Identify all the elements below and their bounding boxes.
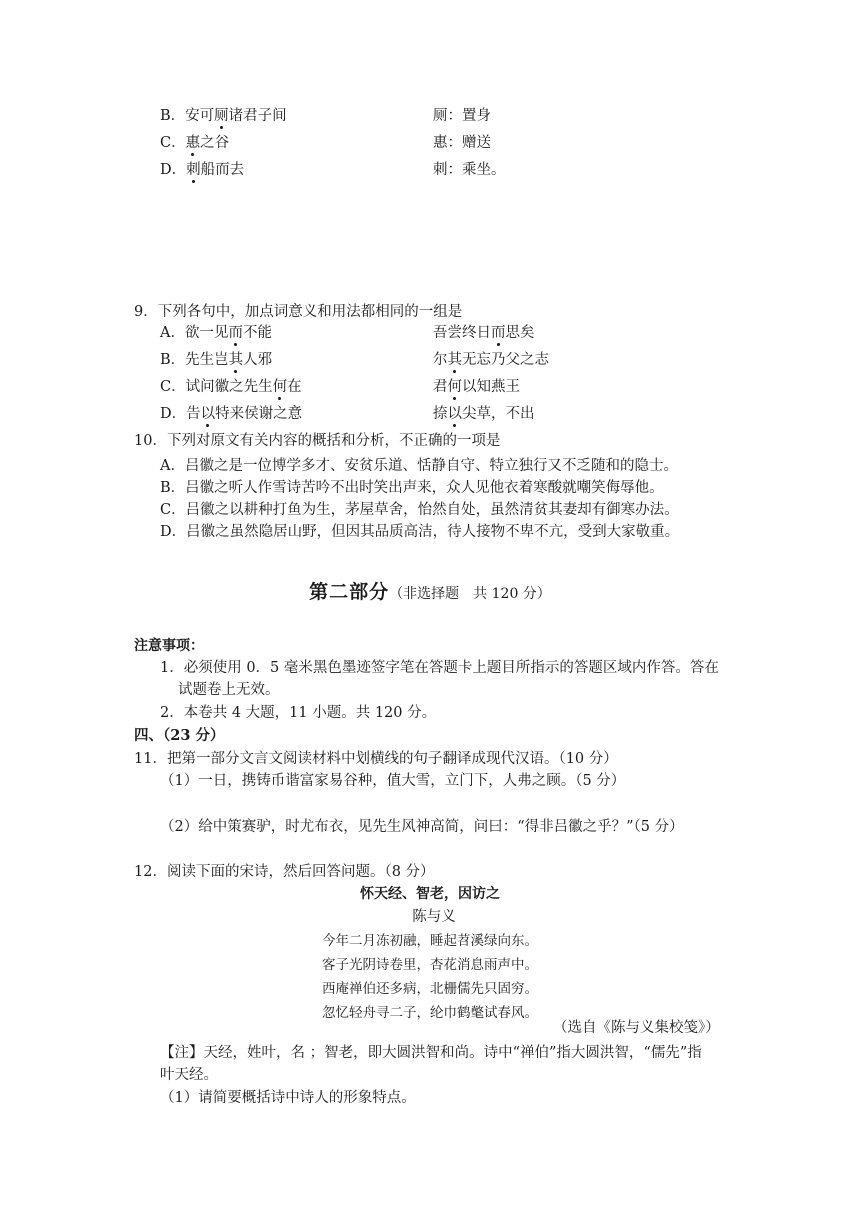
poem-line-2: 客子光阴诗卷里，杏花消息雨声中。: [322, 957, 538, 973]
notice-item-1-cont: 试题卷上无效。: [178, 682, 280, 698]
emphasized-char: 何: [447, 379, 462, 395]
part-two-subtitle: （非选择题 共 120 分）: [389, 586, 551, 602]
emphasized-char: 而: [491, 325, 506, 341]
q8-option-b: B．安可厕诸君子间: [160, 108, 287, 124]
emphasized-char: 刺: [186, 162, 201, 178]
q8-gloss-c: 惠：赠送: [433, 135, 491, 151]
q9-stem: 9．下列各句中，加点词意义和用法都相同的一组是: [134, 304, 463, 320]
q9-option-c-left: C．试问徽之先生何在: [160, 379, 302, 395]
poem-note-cont: 叶天经。: [160, 1067, 218, 1083]
q9-option-b-left: B．先生岂其人邪: [160, 352, 273, 368]
notice-item-2: 2．本卷共 4 大题，11 小题。共 120 分。: [160, 705, 437, 721]
notice-title: 注意事项：: [134, 638, 204, 654]
q9-option-a-left: A．欲一见而不能: [160, 325, 272, 341]
q11-sentence-1: （1）一日，携铸币谐富家易谷种，值大雪，立门下，人弗之顾。（5 分）: [160, 773, 626, 789]
q8-gloss-d: 刺：乘坐。: [433, 162, 506, 178]
q8-gloss-b: 厕：置身: [433, 108, 491, 124]
q8-option-c: C．惠之谷: [160, 135, 230, 151]
q11-stem: 11．把第一部分文言文阅读材料中划横线的句子翻译成现代汉语。（10 分）: [134, 751, 618, 767]
emphasized-char: 惠: [185, 135, 201, 151]
q10-option-c: C．吕徽之以耕种打鱼为生，茅屋草舍，怡然自处，虽然清贫其妻却有御寒办法。: [160, 502, 679, 518]
q9-option-c-right: 君何以知燕王: [433, 379, 520, 395]
poem-author: 陈与义: [412, 909, 456, 925]
q9-option-a-right: 吾尝终日而思矣: [433, 325, 535, 341]
poem-note: 【注】天经，姓叶，名 ；智老，即大圆洪智和尚。诗中“禅伯”指大圆洪智，“儒先”指: [160, 1045, 702, 1061]
poem-line-3: 西庵禅伯还多病，北栅儒先只固穷。: [322, 981, 538, 997]
q10-option-d: D．吕徽之虽然隐居山野，但因其品质高洁，待人接物不卑不亢，受到大家敬重。: [160, 524, 680, 540]
emphasized-char: 厕: [214, 108, 229, 124]
q9-option-b-right: 尔其无忘乃父之志: [433, 352, 549, 368]
q12-stem: 12．阅读下面的宋诗，然后回答问题。（8 分）: [134, 864, 435, 880]
poem-source: （选自《陈与义集校笺》）: [553, 1020, 720, 1036]
emphasized-char: 其: [447, 352, 462, 368]
q10-option-b: B．吕徽之听人作雪诗苦吟不出时笑出声来，众人见他衣着寒酸就嘲笑侮辱他。: [160, 480, 664, 496]
poem-title: 怀天经、智老，因访之: [360, 886, 500, 902]
emphasized-char: 以: [447, 406, 462, 422]
q10-stem: 10．下列对原文有关内容的概括和分析，不正确的一项是: [134, 433, 501, 449]
poem-line-1: 今年二月冻初融，睡起苕溪绿向东。: [322, 933, 538, 949]
q9-option-d-left: D．告以特来侯谢之意: [160, 406, 303, 422]
q8-option-d: D．刺船而去: [160, 162, 245, 178]
q11-sentence-2: （2）给中策赛驴，时尤布衣，见先生风神高简，问曰：“得非吕徽之乎？”（5 分）: [160, 819, 684, 835]
emphasized-char: 其: [228, 352, 244, 368]
q10-option-a: A．吕徽之是一位博学多才、安贫乐道、恬静自守、特立独行又不乏随和的隐士。: [160, 458, 678, 474]
part-two-title: 第二部分: [309, 581, 390, 603]
emphasized-char: 何: [272, 379, 288, 395]
q9-option-d-right: 捺以尖草，不出: [433, 406, 535, 422]
emphasized-char: 而: [228, 325, 243, 341]
notice-item-1: 1．必须使用 0．5 毫米黑色墨迹签字笔在答题卡上题目所指示的答题区域内作答。答在: [160, 660, 719, 676]
section-four-heading: 四、（23 分）: [134, 727, 225, 744]
part-two-heading: [0, 580, 860, 606]
poem-line-4: 忽忆轻舟寻二子，纶巾鹤氅试春风。: [322, 1005, 538, 1021]
emphasized-char: 以: [200, 406, 216, 422]
q12-subquestion-1: （1）请简要概括诗中诗人的形象特点。: [160, 1090, 416, 1106]
